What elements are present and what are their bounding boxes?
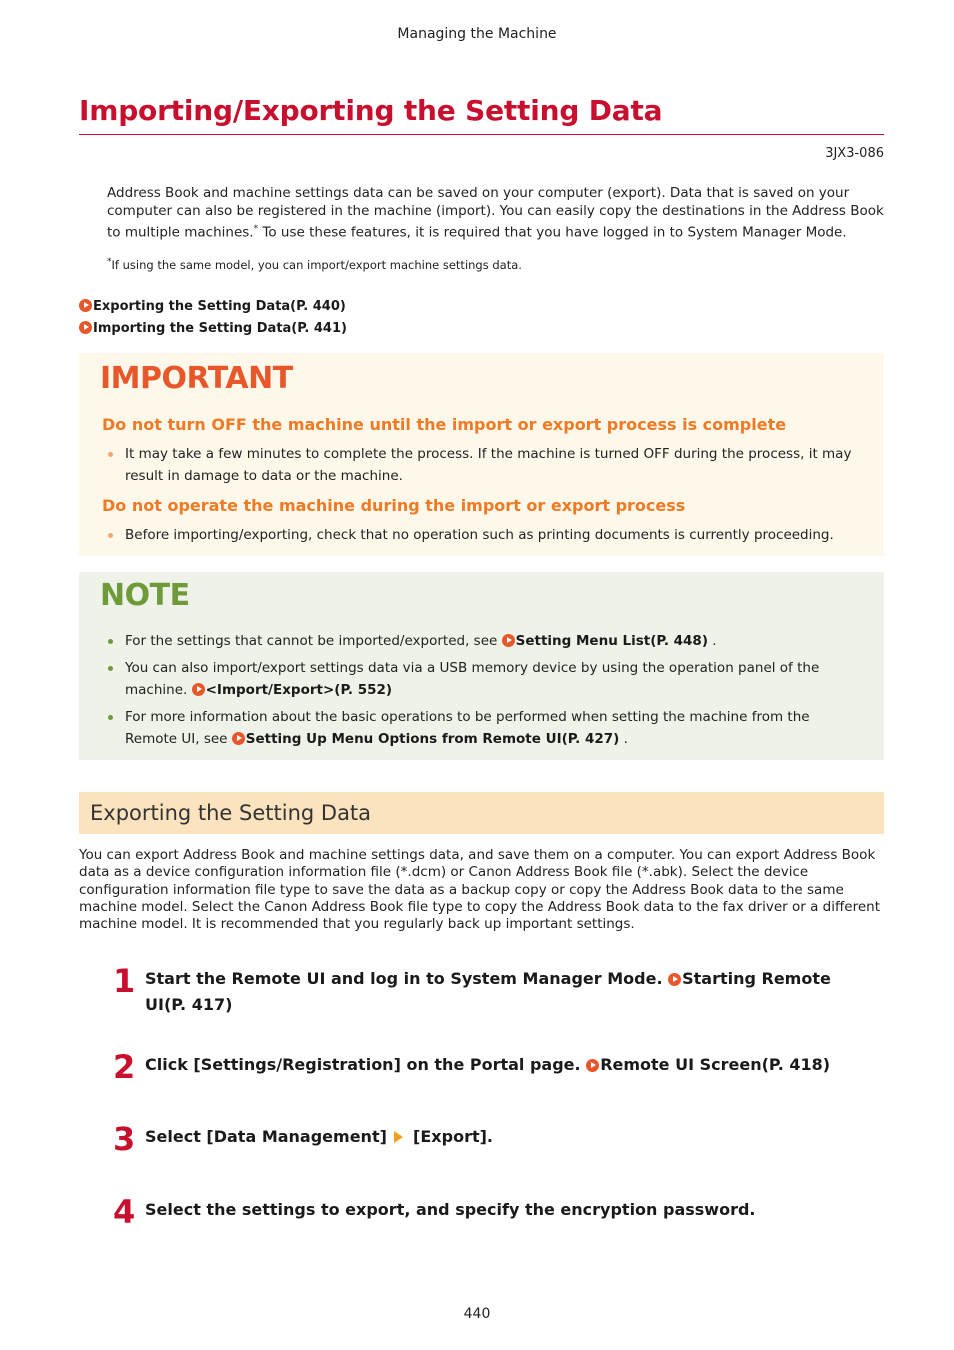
link-arrow-icon xyxy=(79,299,92,312)
link-label: Exporting the Setting Data(P. 440) xyxy=(93,299,346,314)
note-text: You can also import/export settings data via a USB memory device by using the operation panel of the machine. xyxy=(125,660,820,698)
link-arrow-icon xyxy=(668,973,681,986)
link-arrow-icon xyxy=(502,634,515,647)
page-title: Importing/Exporting the Setting Data xyxy=(79,94,663,127)
link-arrow-icon xyxy=(586,1059,599,1072)
link-setting-menu-list[interactable] xyxy=(502,633,708,649)
note-text: For the settings that cannot be imported/exported, see xyxy=(125,633,502,649)
step-number: 2 xyxy=(113,1048,136,1086)
note-text: For more information about the basic operations to be performed when setting the machine from the Remote UI, see xyxy=(125,709,810,747)
link-label: Remote UI Screen(P. 418) xyxy=(600,1055,831,1074)
section-body: You can export Address Book and machine settings data, and save them on a computer. You can export Address Book data as a device configuration information file (*.dcm) or Canon Address Book file (*.abk). Select the device configuration information file type to save the data as a backup copy or copy the Address Book data to the same machine model. Select the Canon Address Book file type to copy the Address Book data to the fax driver or a different machine model. It is recommended that you regularly back up important settings. xyxy=(79,847,880,933)
link-label: Importing the Setting Data(P. 441) xyxy=(93,321,347,336)
footnote-text: If using the same model, you can import/export machine settings data. xyxy=(111,257,522,272)
important-bullet: Before importing/exporting, check that no operation such as printing documents is currently proceeding. xyxy=(125,524,865,546)
step-number: 1 xyxy=(113,962,136,1000)
link-arrow-icon xyxy=(192,683,205,696)
link-remote-ui-screen[interactable] xyxy=(586,1055,830,1074)
title-divider xyxy=(79,134,884,135)
running-header: Managing the Machine xyxy=(397,26,557,42)
link-label: Setting Up Menu Options from Remote UI(P. 427) xyxy=(245,731,620,747)
menu-arrow-icon xyxy=(394,1131,403,1143)
step-instruction-continued: [Export]. xyxy=(407,1127,493,1146)
note-bullet xyxy=(125,657,865,701)
step-text xyxy=(145,966,835,1018)
step-text xyxy=(145,1124,835,1150)
step-number: 4 xyxy=(113,1193,136,1231)
link-import-export[interactable] xyxy=(192,682,392,698)
note-bullet xyxy=(125,630,865,652)
section-links xyxy=(79,296,347,340)
section-title: Exporting the Setting Data xyxy=(90,801,372,825)
link-setting-up-menu-options[interactable] xyxy=(232,731,620,747)
step-instruction: Click [Settings/Registration] on the Portal page. xyxy=(145,1055,587,1074)
important-subheading: Do not turn OFF the machine until the import or export process is complete xyxy=(102,415,787,434)
note-box xyxy=(79,572,884,760)
section-heading-bar xyxy=(79,792,884,834)
important-subheading: Do not operate the machine during the import or export process xyxy=(102,496,686,515)
note-heading: NOTE xyxy=(100,578,190,613)
important-bullet: It may take a few minutes to complete the process. If the machine is turned OFF during the process, it may result in damage to data or the machine. xyxy=(125,443,865,487)
link-arrow-icon xyxy=(79,321,92,334)
note-text-tail: . xyxy=(708,633,717,649)
step-instruction: Select [Data Management] xyxy=(145,1127,393,1146)
step-instruction: Start the Remote UI and log in to System Manager Mode. xyxy=(145,969,669,988)
link-label: <Import/Export>(P. 552) xyxy=(205,682,393,698)
link-label: Setting Menu List(P. 448) xyxy=(515,633,708,649)
important-box xyxy=(79,353,884,556)
page-number: 440 xyxy=(463,1306,491,1322)
step-text xyxy=(145,1052,835,1078)
document-code: 3JX3-086 xyxy=(825,146,884,161)
link-arrow-icon xyxy=(232,732,245,745)
intro-text-continued: To use these features, it is required that you have logged in to System Manager Mode. xyxy=(258,224,847,241)
important-heading: IMPORTANT xyxy=(100,361,293,396)
step-text: Select the settings to export, and specify the encryption password. xyxy=(145,1200,756,1219)
note-text-tail: . xyxy=(619,731,628,747)
link-exporting-setting-data[interactable] xyxy=(79,296,347,318)
link-label: Starting Remote UI(P. 417) xyxy=(145,969,831,1014)
step-number: 3 xyxy=(113,1120,136,1158)
link-importing-setting-data[interactable] xyxy=(79,318,347,340)
intro-text: Address Book and machine settings data can be saved on your computer (export). Data that is saved on your computer can also be registered in the machine (import). You can easily copy the destinations in the Address Book to multiple machines. xyxy=(107,185,884,241)
footnote xyxy=(107,257,522,272)
footnote-marker: * xyxy=(107,257,112,267)
footnote-marker: * xyxy=(253,224,259,234)
note-bullet xyxy=(125,706,865,750)
intro-paragraph xyxy=(107,184,887,242)
